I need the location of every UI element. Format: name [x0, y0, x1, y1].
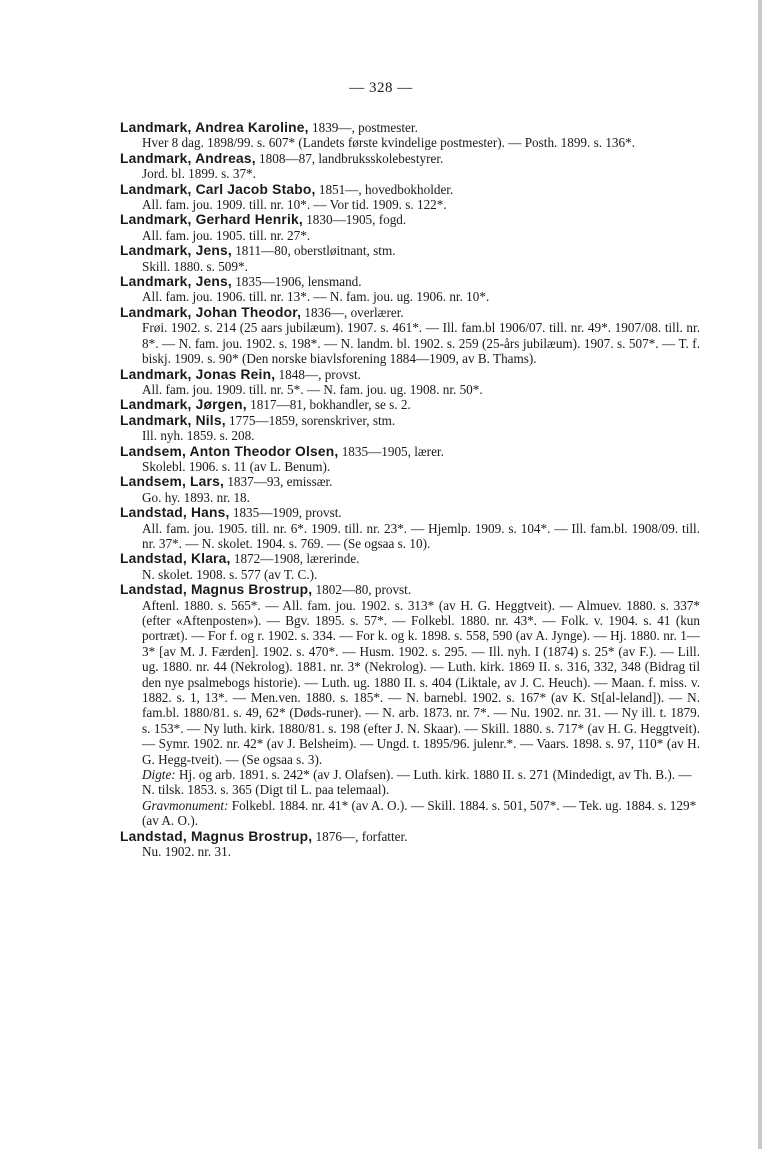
entry-name: Landmark, Andrea Karoline,	[120, 120, 309, 135]
entry-references: All. fam. jou. 1909. till. nr. 5*. — N. fam. jou. ug. 1908. nr. 50*.	[142, 381, 483, 397]
entry-references: N. skolet. 1908. s. 577 (av T. C.).	[142, 566, 318, 582]
subsection-label: Gravmonument:	[142, 797, 229, 813]
subsection-label: Digte:	[142, 767, 176, 783]
entry-list	[120, 120, 700, 860]
entry	[120, 182, 700, 213]
entry-name: Landmark, Nils,	[120, 412, 226, 428]
entry-name: Landstad, Magnus Brostrup,	[120, 582, 313, 598]
entry-references: All. fam. jou. 1905. till. nr. 6*. 1909. till. nr. 23*. — Hjemlp. 1909. s. 104*. — Ill. fam.bl. 1908/09. till. nr. 37*. — N. skolet. 1904. s. 769. — (Se ogsaa s. 10).	[142, 520, 700, 551]
entry-references: All. fam. jou. 1906. till. nr. 13*. — N. fam. jou. ug. 1906. nr. 10*.	[142, 289, 490, 305]
entry	[120, 305, 700, 367]
entry-description: 1848—, provst.	[278, 366, 361, 382]
entry-references: Go. hy. 1893. nr. 18.	[142, 489, 250, 505]
entry-name: Landmark, Gerhard Henrik,	[120, 212, 303, 228]
entry-name: Landsem, Anton Theodor Olsen,	[120, 443, 339, 459]
subsection-text: Hj. og arb. 1891. s. 242* (av J. Olafsen). — Luth. kirk. 1880 II. s. 271 (Mindedigt, av Th. B.). — N. tilsk. 1853. s. 365 (Digt til L. paa telemaal).	[142, 767, 692, 798]
entry-name: Landmark, Jonas Rein,	[120, 366, 276, 382]
subsection-text: Folkebl. 1884. nr. 41* (av A. O.). — Skill. 1884. s. 501, 507*. — Tek. ug. 1884. s. 129* (av A. O.).	[142, 797, 697, 829]
entry-references: Skolebl. 1906. s. 11 (av L. Benum).	[142, 458, 331, 474]
entry-description: 1775—1859, sorenskriver, stm.	[229, 412, 396, 428]
entry-name: Landmark, Jørgen,	[120, 397, 247, 413]
entry-description: 1808—87, landbruksskolebestyrer.	[259, 150, 444, 166]
entry-name: Landmark, Carl Jacob Stabo,	[120, 181, 316, 197]
entry	[120, 551, 700, 582]
entry-description: 1802—80, provst.	[315, 582, 412, 598]
entry-name: Landmark, Andreas,	[120, 150, 256, 166]
entry-subsection-poems	[120, 767, 700, 798]
entry-references: Frøi. 1902. s. 214 (25 aars jubilæum). 1907. s. 461*. — Ill. fam.bl 1906/07. till. nr. 49*. 1907/08. till. nr. 8*. — N. fam. jou. 1902. s. 198*. — N. landm. bl. 1902. s. 259 (25-års jubilæum). 1907. s. 507*. — T. f. biskj. 1909. s. 90* (Den norske biavlsforening 1884—1909, av B. Thams).	[142, 320, 700, 367]
entry-name: Landmark, Jens,	[120, 274, 232, 290]
entry-subsection-grave-monument	[120, 798, 700, 829]
entry-description: 1817—81, bokhandler, se s. 2.	[250, 397, 411, 413]
entry-references: All. fam. jou. 1905. till. nr. 27*.	[142, 227, 311, 243]
entry-description: 1876—, forfatter.	[315, 828, 408, 844]
entry	[120, 505, 700, 551]
entry	[120, 151, 700, 182]
entry	[120, 274, 700, 305]
entry	[120, 829, 700, 860]
entry-references: Nu. 1902. nr. 31.	[142, 844, 232, 860]
entry-description: 1851—, hovedbokholder.	[318, 181, 454, 197]
entry-description: 1811—80, oberstløitnant, stm.	[235, 243, 396, 259]
entry-name: Landmark, Jens,	[120, 243, 232, 259]
entry-references: Jord. bl. 1899. s. 37*.	[142, 166, 256, 182]
entry-description: 1835—1909, provst.	[232, 505, 342, 521]
entry	[120, 582, 700, 829]
entry-references: Ill. nyh. 1859. s. 208.	[142, 428, 255, 444]
entry	[120, 243, 700, 274]
entry	[120, 413, 700, 444]
entry	[120, 397, 700, 412]
entry-description: 1839—, postmester.	[312, 120, 418, 135]
entry	[120, 212, 700, 243]
entry	[120, 474, 700, 505]
entry-name: Landstad, Magnus Brostrup,	[120, 828, 313, 844]
entry-references: Aftenl. 1880. s. 565*. — All. fam. jou. 1902. s. 313* (av H. G. Heggtveit). — Almuev. 1880. s. 337* (efter «Aftenposten»). — Bgv. 1895. s. 57*. — Folkebl. 1880. nr. 43*. — Folk. v. 1904. s. 41 (kun portræt). — For f. og r. 1902. s. 334. — For k. og k. 1898. s. 558, 590 (av A. Jynge). — Hj. 1880. nr. 1—3* [av M. J. Færden]. 1902. s. 470*. — Husm. 1902. s. 295. — Ill. nyh. I (1874) s. 25* (av F.). — Lill. ug. 1880. nr. 44 (Nekrolog). 1881. nr. 3* (Nekrolog). — Luth. kirk. 1869 II. s. 316, 332, 348 (Bidrag til den nye psalmebogs historie). — Luth. ug. 1880 II. s. 404 (Liktale, av J. C. Heuch). — Maan. f. miss. v. 1882. s. 1, 13*. — Men.ven. 1880. s. 185*. — N. barnebl. 1902. s. 167* (av K. St[al-leland]). — N. fam.bl. 1880/81. s. 49, 62* (Døds-runer). — N. arb. 1873. nr. 7*. — Nu. 1902. nr. 31. — Ny ill. t. 1879. s. 153*. — Ny luth. kirk. 1880/81. s. 198 (efter J. N. Skaar). — Skill. 1880. s. 717* (av H. G. Heggtveit). — Symr. 1902. nr. 42* (av J. Belsheim). — Ungd. t. 1895/96. julenr.*. — Vaars. 1898. s. 97, 110* (av H. G. Hegg-tveit). — (Se ogsaa s. 3).	[142, 597, 700, 767]
entry	[120, 120, 700, 151]
entry-name: Landmark, Johan Theodor,	[120, 304, 302, 320]
entry-description: 1835—1906, lensmand.	[235, 274, 362, 290]
page-number: — 328 —	[349, 80, 413, 96]
entry-name: Landsem, Lars,	[120, 474, 225, 490]
entry-description: 1872—1908, lærerinde.	[233, 551, 360, 567]
entry-name: Landstad, Klara,	[120, 551, 231, 567]
entry-description: 1835—1905, lærer.	[341, 443, 444, 459]
entry-description: 1830—1905, fogd.	[306, 212, 407, 228]
entry-references: All. fam. jou. 1909. till. nr. 10*. — Vor tid. 1909. s. 122*.	[142, 197, 447, 213]
entry-description: 1837—93, emissær.	[227, 474, 333, 490]
entry	[120, 444, 700, 475]
entry-references: Hver 8 dag. 1898/99. s. 607* (Landets første kvindelige postmester). — Posth. 1899. s. 136*.	[142, 135, 636, 151]
entry	[120, 367, 700, 398]
entry-references: Skill. 1880. s. 509*.	[142, 258, 248, 274]
entry-name: Landstad, Hans,	[120, 505, 230, 521]
entry-description: 1836—, overlærer.	[304, 304, 404, 320]
